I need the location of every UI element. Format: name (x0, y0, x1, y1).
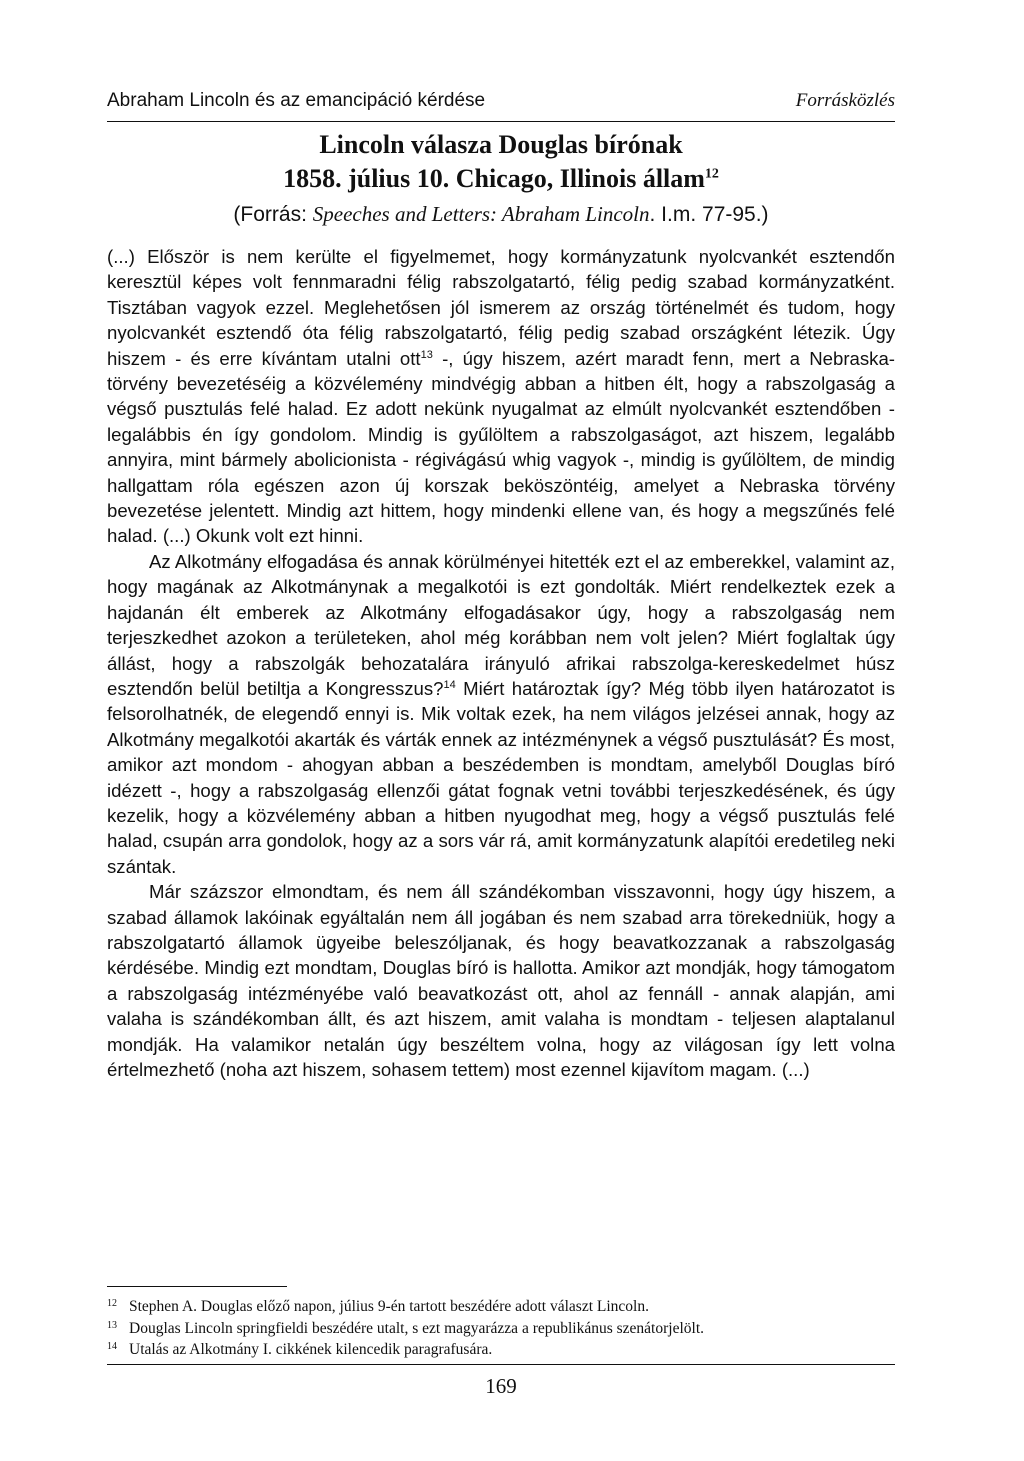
title-block (107, 128, 895, 231)
paragraph-2-part-b: Miért határoztak így? Még több ilyen határozatot is felsorolhatnék, de elegendő ennyi is. Mik voltak ezek, ha nem világos jelzései annak, hogy az Alkotmány megalkotói akarták és várták ennek az intézménynek a végső pusztulását? És most, amikor azt mondom - ahogyan abban a beszédemben is mondtam, amelyből Douglas bíró idézett -, hogy a rabszolgaság ellenzői gátat fognak vetni további terjeszkedésének, és úgy kezelik, hogy a közvélemény abban a hitben nyugodhat meg, hogy a végső pusztulás felé halad, csupán arra gondolok, hogy az a sors vár rá, amit kormányzatunk alapítói eredetileg neki szántak. (107, 677, 895, 877)
page-number: 169 (485, 1374, 517, 1398)
header-section: Forrásközlés (795, 90, 895, 111)
paragraph-1-part-b: -, úgy hiszem, azért maradt fenn, mert a Nebraska-törvény bevezetéséig a közvélemény mindvégig abban a hitben élt, hogy a rabszolgaság a végső pusztulás felé halad. Ez adott nekünk nyugalmat az elmúlt nyolcvankét esztendőben - legalábbis én így gondolom. Mindig is gyűlöltem a rabszolgaságot, azt hiszem, legalább annyira, mint bármely abolicionista - régivágású whig vagyok -, mindig is gyűlöltem, de mindig hallgattam róla egészen azon új korszak beköszöntéig, amelyet a Nebraska törvény bevezetése jelentett. Mindig azt hittem, hogy mindenki ellene van, és hogy a megszűnés felé halad. (...) Okunk volt ezt hinni. (107, 347, 895, 547)
paragraph-2 (107, 549, 895, 879)
source-line (107, 198, 895, 231)
paragraph-1-part-a: (...) Először is nem kerülte el figyelmemet, hogy kormányzatunk nyolcvankét esztendőn keresztül képes volt fennmaradni félig rabszolgatartó, félig pedig szabad kormányzatként. Tisztában vagyok ezzel. Meglehetősen jól ismerem az ország történelmét és tudom, hogy nyolcvankét esztendő óta félig rabszolgatartó, félig pedig szabad országként létezik. Úgy hiszem - és erre kívántam utalni ott (107, 246, 895, 369)
footnote-14 (107, 1339, 895, 1361)
footnote-13 (107, 1318, 895, 1340)
footnote-ref-12[interactable]: 12 (704, 166, 719, 182)
footnote-ref-13[interactable]: 13 (420, 348, 433, 361)
main-title: Lincoln válasza Douglas bírónak (319, 130, 683, 159)
footnote-ref-14[interactable]: 14 (443, 678, 456, 691)
footnote-text: Stephen A. Douglas előző napon, július 9-én tartott beszédére adott választ Lincoln. (129, 1298, 649, 1315)
paragraph-2-part-a: Az Alkotmány elfogadása és annak körülményei hitették ezt el az emberekkel, valamint az, hogy magának az Alkotmánynak a megalkotói is ezt gondolták. Miért rendelkeztek ezek a hajdanán élt emberek az Alkotmány elfogadásakor úgy, hogy a rabszolgaság nem terjeszkedhet azokon a területeken, ahol még korábban nem volt jelen? Miért foglaltak úgy állást, hogy a rabszolgák behozatalára irányuló afrikai rabszolga-kereskedelmet húsz esztendőn belül betiltja a Kongresszus? (107, 550, 895, 699)
running-header (107, 87, 895, 117)
date-place-text: 1858. július 10. Chicago, Illinois állam (283, 164, 705, 193)
footnotes (107, 1296, 895, 1361)
footnote-text: Douglas Lincoln springfieldi beszédére utalt, s ezt magyarázza a republikánus szenátorjelölt. (129, 1319, 705, 1337)
date-place-line (107, 162, 895, 196)
header-title: Abraham Lincoln és az emancipáció kérdése (107, 90, 486, 111)
paragraph-3: Már százszor elmondtam, és nem áll szándékomban visszavonni, hogy úgy hiszem, a szabad államok lakóinak egyáltalán nem áll jogában és nem szabad arra törekedniük, hogy a rabszolgatartó államok ügyeibe beleszóljanak, és hogy beavatkozzanak a rabszolgaság kérdésébe. Mindig ezt mondtam, Douglas bíró is hallotta. Amikor azt mondják, hogy támogatom a rabszolgaság intézményébe való beavatkozást ott, ahol az fennáll - annak alapján, ami valaha is szándékomban állt, és azt hiszem, amit valaha is mondtam - teljesen alaptalanul mondják. Ha valamikor netalán úgy beszéltem volna, hogy az világosan így lett volna értelmezhető (noha azt hiszem, sohasem tettem) most ezennel kijavítom magam. (...) (107, 881, 895, 1080)
footnote-number: 13 (107, 1319, 117, 1331)
header-divider (107, 121, 895, 122)
source-prefix: (Forrás: (233, 203, 313, 226)
source-suffix: . I.m. 77-95.) (649, 203, 769, 226)
footnote-divider (107, 1286, 287, 1287)
footnote-number: 14 (107, 1341, 117, 1352)
footnote-number: 12 (107, 1298, 117, 1309)
paragraph-1 (107, 244, 895, 549)
bottom-divider (107, 1364, 895, 1365)
source-title: Speeches and Letters: Abraham Lincoln (312, 202, 650, 226)
footnote-12 (107, 1296, 895, 1318)
footnote-text: Utalás az Alkotmány I. cikkének kilencedik paragrafusára. (129, 1341, 493, 1358)
body-text (107, 244, 895, 1082)
